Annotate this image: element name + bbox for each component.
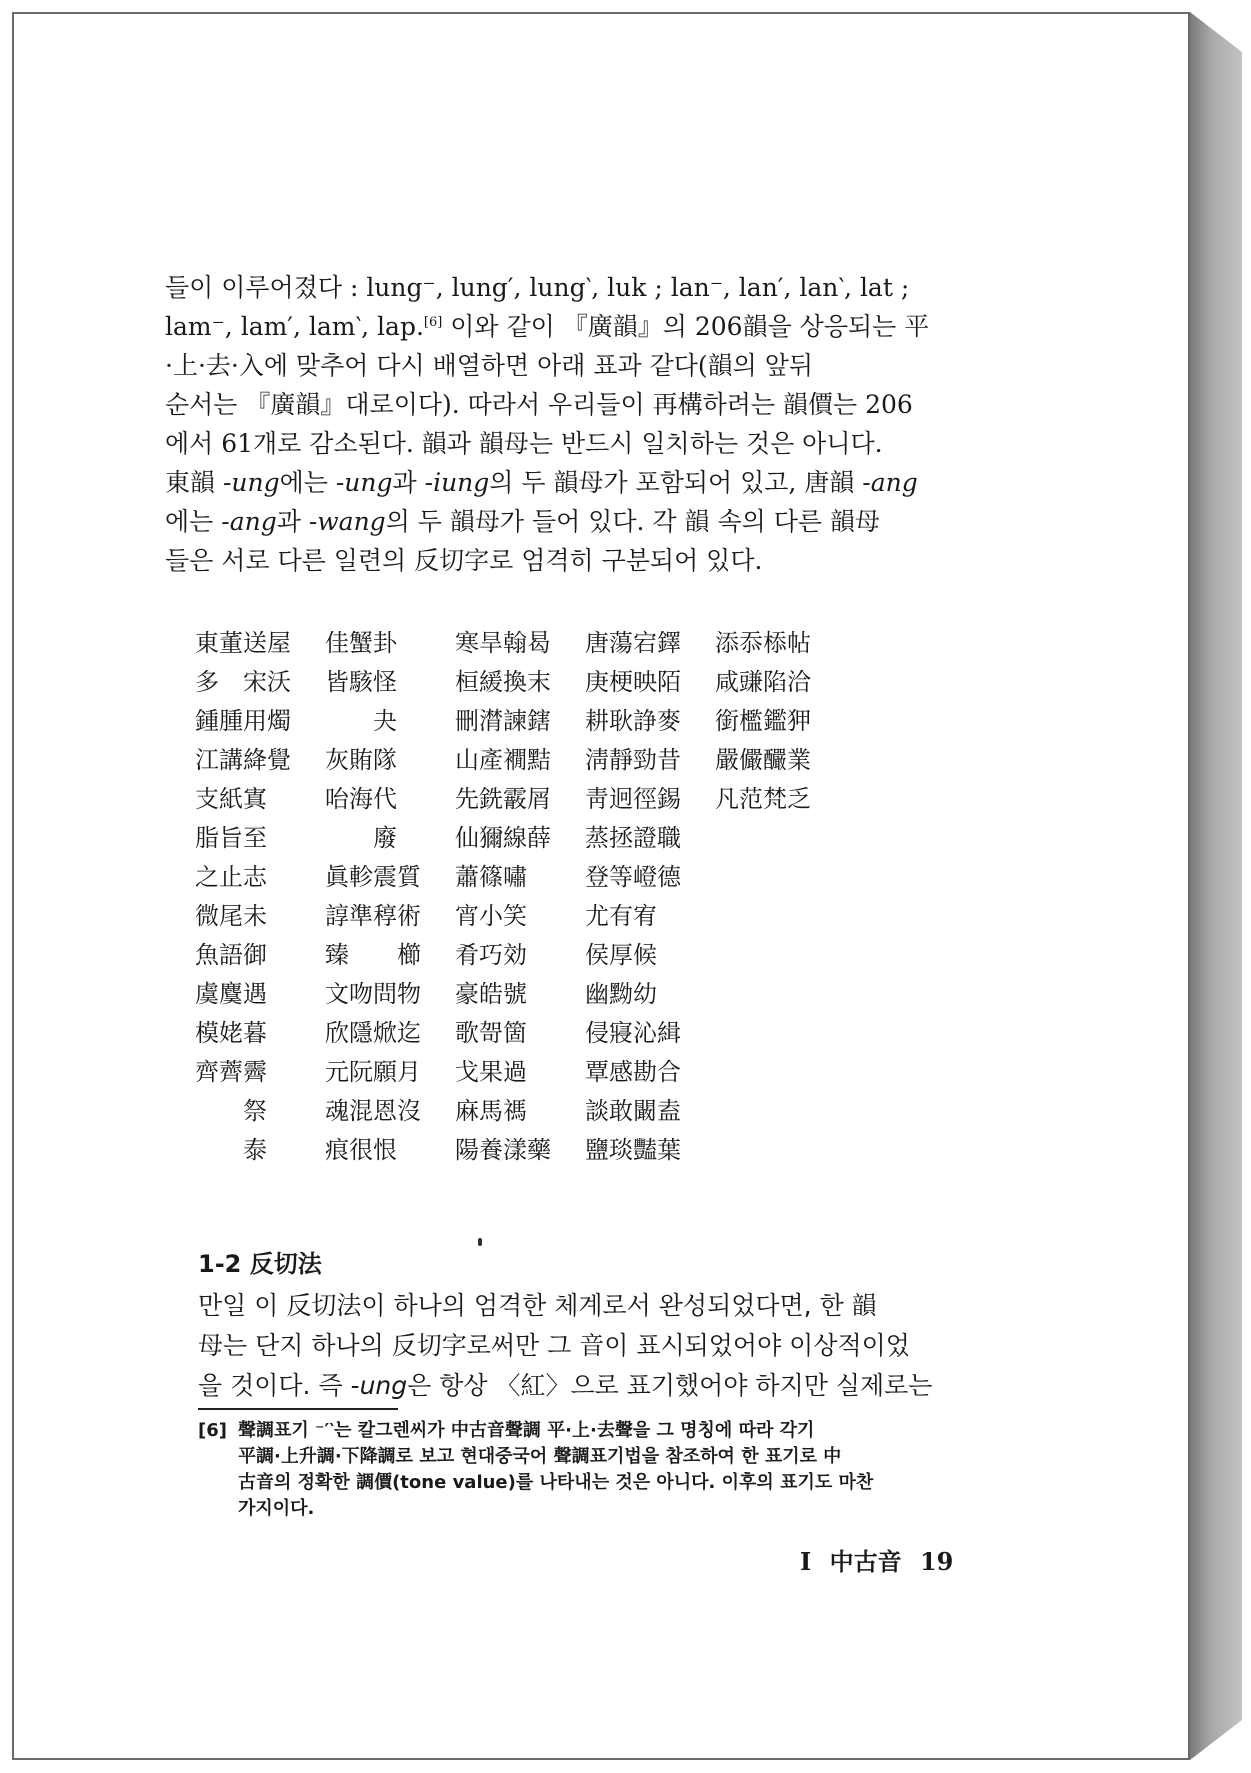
rhyme-table <box>195 624 845 1170</box>
rhyme-cell: 談敢闞盍 <box>585 1097 681 1125</box>
rhyme-cell: 添忝㮇帖 <box>715 629 811 657</box>
footnote-line: 古音의 정확한 調價(tone value)를 나타내는 것은 아니다. 이후의 표기도 마찬 <box>238 1472 874 1493</box>
rhyme-cell: 廢 <box>325 824 397 852</box>
rhyme-cell: 灰賄隊 <box>325 746 397 774</box>
rhyme-cell: 侵寢沁緝 <box>585 1019 681 1047</box>
rhyme-cell: 蒸拯證職 <box>585 824 681 852</box>
body-paragraph <box>165 268 990 580</box>
rhyme-column-5 <box>715 624 845 1170</box>
rhyme-cell: 皆駭怪 <box>325 668 397 696</box>
rhyme-cell: 欣隱焮迄 <box>325 1019 421 1047</box>
rhyme-cell: 東董送屋 <box>195 629 291 657</box>
rhyme-cell: 幽黝幼 <box>585 980 657 1008</box>
section-line: 母는 단지 하나의 反切字로써만 그 音이 표시되었어야 이상적이었 <box>198 1331 910 1360</box>
rhyme-cell: 覃感勘合 <box>585 1058 681 1086</box>
rhyme-column-4 <box>585 624 715 1170</box>
rhyme-column-1 <box>195 624 325 1170</box>
rhyme-cell: 鍾腫用燭 <box>195 707 291 735</box>
rhyme-cell: 庚梗映陌 <box>585 668 681 696</box>
footnote-line: 가지이다. <box>238 1498 315 1519</box>
rhyme-column-3 <box>455 624 585 1170</box>
rhyme-cell: 仙獮線薛 <box>455 824 551 852</box>
rhyme-cell: 宵小笑 <box>455 902 527 930</box>
chapter-title: 中古音 <box>829 1547 902 1576</box>
page-number: 19 <box>919 1547 954 1576</box>
rhyme-cell: 諄準稕術 <box>325 902 421 930</box>
rhyme-cell: 刪潸諫鎋 <box>455 707 551 735</box>
section-heading: 1-2 反切法 <box>198 1250 322 1278</box>
footnote <box>198 1418 990 1522</box>
rhyme-cell: 虞麌遇 <box>195 980 267 1008</box>
book-side-edge <box>1190 12 1242 1760</box>
body-line: lam⁻, lam′, lam‵, lap.[6] 이와 같이 『廣韻』의 206韻을 상응되는 平 <box>165 312 930 341</box>
rhyme-cell: 鹽琰豔葉 <box>585 1136 681 1164</box>
section-paragraph <box>198 1286 990 1406</box>
rhyme-cell: 凡范梵乏 <box>715 785 811 813</box>
rhyme-cell: 文吻問物 <box>325 980 421 1008</box>
footnote-divider <box>198 1408 398 1410</box>
rhyme-cell: 銜檻鑑狎 <box>715 707 811 735</box>
rhyme-cell: 蕭篠嘯 <box>455 863 527 891</box>
ink-speck <box>478 1238 482 1246</box>
rhyme-cell: 祭 <box>195 1097 267 1125</box>
rhyme-cell: 江講絳覺 <box>195 746 291 774</box>
rhyme-cell: 之止志 <box>195 863 267 891</box>
rhyme-cell: 山產襉黠 <box>455 746 551 774</box>
rhyme-cell: 夬 <box>325 707 397 735</box>
rhyme-cell: 咍海代 <box>325 785 397 813</box>
rhyme-cell: 豪皓號 <box>455 980 527 1008</box>
rhyme-column-2 <box>325 624 455 1170</box>
rhyme-cell: 脂旨至 <box>195 824 267 852</box>
rhyme-cell: 登等嶝德 <box>585 863 681 891</box>
rhyme-cell: 桓緩換末 <box>455 668 551 696</box>
rhyme-cell: 泰 <box>195 1136 267 1164</box>
body-line: 순서는 『廣韻』대로이다). 따라서 우리들이 再構하려는 韻價는 206 <box>165 390 913 419</box>
rhyme-cell: 先銑霰屑 <box>455 785 551 813</box>
rhyme-cell: 微尾未 <box>195 902 267 930</box>
body-line: 들이 이루어졌다 : lung⁻, lung′, lung‵, luk ; lan⁻, lan′, lan‵, lat ; <box>165 273 910 302</box>
rhyme-cell: 魚語御 <box>195 941 267 969</box>
rhyme-cell: 戈果過 <box>455 1058 527 1086</box>
rhyme-cell: 佳蟹卦 <box>325 629 397 657</box>
rhyme-cell: 模姥暮 <box>195 1019 267 1047</box>
page-footer <box>800 1542 963 1577</box>
footnote-line: [6] 聲調표기 ⁻′‵는 칼그렌씨가 中古音聲調 平·上·去聲을 그 명칭에 따라 각기 <box>198 1418 990 1444</box>
rhyme-cell: 尤有宥 <box>585 902 657 930</box>
body-line: ·上·去·入에 맞추어 다시 배열하면 아래 표과 같다(韻의 앞뒤 <box>165 351 814 380</box>
rhyme-cell: 靑迥徑錫 <box>585 785 681 813</box>
section-line: 만일 이 反切法이 하나의 엄격한 체계로서 완성되었다면, 한 韻 <box>198 1291 877 1320</box>
chapter-number: I <box>800 1547 812 1576</box>
rhyme-cell: 魂混恩沒 <box>325 1097 421 1125</box>
rhyme-cell: 耕耿諍麥 <box>585 707 681 735</box>
rhyme-cell: 淸靜勁昔 <box>585 746 681 774</box>
rhyme-cell: 唐蕩宕鐸 <box>585 629 681 657</box>
rhyme-cell: 麻馬禡 <box>455 1097 527 1125</box>
rhyme-cell: 陽養漾藥 <box>455 1136 551 1164</box>
body-line: 들은 서로 다른 일련의 反切字로 엄격히 구분되어 있다. <box>165 546 763 575</box>
rhyme-cell: 齊薺霽 <box>195 1058 267 1086</box>
rhyme-cell: 眞軫震質 <box>325 863 421 891</box>
rhyme-cell: 侯厚候 <box>585 941 657 969</box>
rhyme-cell: 痕很恨 <box>325 1136 397 1164</box>
footnote-line: 平調·上升調·下降調로 보고 현대중국어 聲調표기법을 참조하여 한 표기로 中 <box>238 1446 842 1467</box>
footnote-mark: [6] <box>198 1420 227 1441</box>
body-line: 에서 61개로 감소된다. 韻과 韻母는 반드시 일치하는 것은 아니다. <box>165 429 883 458</box>
rhyme-cell: 多 宋沃 <box>195 668 291 696</box>
rhyme-cell: 嚴儼釅業 <box>715 746 811 774</box>
rhyme-cell: 歌哿箇 <box>455 1019 527 1047</box>
body-line: 東韻 -ung에는 -ung과 -iung의 두 韻母가 포함되어 있고, 唐韻 -ang <box>165 468 918 497</box>
rhyme-cell: 咸豏陷洽 <box>715 668 811 696</box>
footnote-reference[interactable]: [6] <box>423 315 443 330</box>
section-line: 을 것이다. 즉 -ung은 항상 〈紅〉으로 표기했어야 하지만 실제로는 <box>198 1371 933 1400</box>
rhyme-cell: 元阮願月 <box>325 1058 421 1086</box>
rhyme-cell: 臻 櫛 <box>325 941 421 969</box>
body-line: 에는 -ang과 -wang의 두 韻母가 들어 있다. 각 韻 속의 다른 韻母 <box>165 507 880 536</box>
rhyme-cell: 支紙寘 <box>195 785 267 813</box>
rhyme-cell: 肴巧効 <box>455 941 527 969</box>
rhyme-cell: 寒旱翰曷 <box>455 629 551 657</box>
